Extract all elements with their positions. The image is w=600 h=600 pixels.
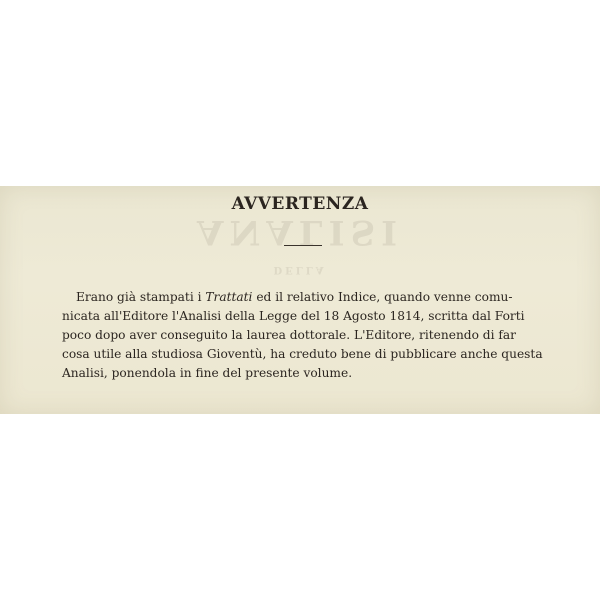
- section-heading: AVVERTENZA: [231, 194, 369, 214]
- notice-paragraph: [62, 288, 586, 383]
- paragraph-line: nicata all'Editore l'Analisi della Legge del 18 Agosto 1814, scritta dal Forti: [62, 309, 525, 323]
- italic-title: Trattati: [205, 290, 253, 304]
- paragraph-line: Analisi, ponendola in fine del presente volume.: [62, 366, 353, 380]
- bleed-through-decoration: ANALISI: [196, 212, 404, 252]
- paper-strip: [0, 186, 600, 414]
- heading-rule-divider: [284, 245, 322, 246]
- paragraph-line: poco dopo aver conseguito la laurea dottorale. L'Editore, ritenendo di far: [62, 328, 516, 342]
- line-text: ed il relativo Indice, quando venne comu-: [252, 290, 513, 304]
- paragraph-line: [76, 288, 586, 307]
- bleed-through-decoration-small: DELLA: [273, 264, 327, 275]
- line-text: Erano già stampati i: [76, 290, 206, 304]
- paragraph-line: cosa utile alla studiosa Gioventù, ha creduto bene di pubblicare anche questa: [62, 347, 543, 361]
